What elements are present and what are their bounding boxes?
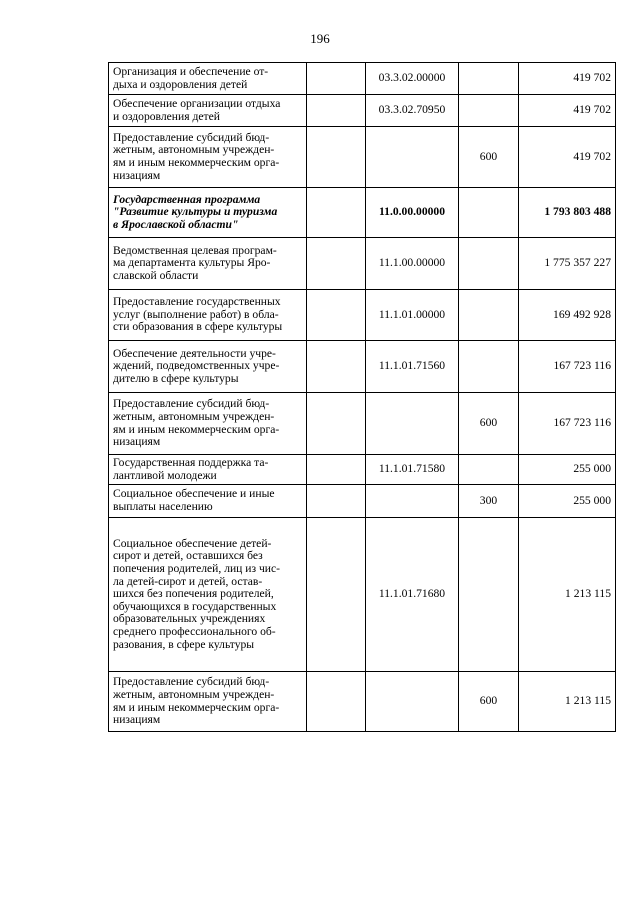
row-type-cell xyxy=(459,95,519,127)
row-code-cell: 11.0.00.00000 xyxy=(366,188,459,238)
row-empty-cell xyxy=(307,672,366,732)
row-name-cell: Обеспечение организации отдыха и оздоровления детей xyxy=(109,95,307,127)
table-row xyxy=(109,290,616,341)
row-sum-cell: 419 702 xyxy=(519,127,616,188)
table-row xyxy=(109,238,616,290)
row-code-cell: 03.3.02.70950 xyxy=(366,95,459,127)
row-type-cell xyxy=(459,455,519,485)
row-sum-cell: 1 793 803 488 xyxy=(519,188,616,238)
row-code-cell xyxy=(366,393,459,455)
row-name-cell: Социальное обеспечение и иные выплаты населению xyxy=(109,485,307,518)
row-type-cell xyxy=(459,341,519,393)
row-name-cell: Государственная поддержка та- лантливой молодежи xyxy=(109,455,307,485)
row-sum-cell: 1 213 115 xyxy=(519,672,616,732)
row-type-cell xyxy=(459,188,519,238)
row-name-cell: Социальное обеспечение детей- сирот и детей, оставшихся без попечения родителей, лиц из чис- ла детей-сирот и детей, остав- шихся без попечения родителей, обучающихся в государственных образовательных учреждениях среднего профессионального об- разования, в сфере культуры xyxy=(109,518,307,672)
row-code-cell xyxy=(366,485,459,518)
row-empty-cell xyxy=(307,393,366,455)
row-code-cell: 11.1.01.71680 xyxy=(366,518,459,672)
row-sum-cell: 1 213 115 xyxy=(519,518,616,672)
table-row xyxy=(109,393,616,455)
row-type-cell: 600 xyxy=(459,393,519,455)
row-empty-cell xyxy=(307,127,366,188)
table-row xyxy=(109,63,616,95)
row-type-cell xyxy=(459,290,519,341)
row-empty-cell xyxy=(307,485,366,518)
row-type-cell xyxy=(459,518,519,672)
row-type-cell: 600 xyxy=(459,127,519,188)
row-sum-cell: 419 702 xyxy=(519,63,616,95)
row-empty-cell xyxy=(307,95,366,127)
row-empty-cell xyxy=(307,455,366,485)
row-sum-cell: 167 723 116 xyxy=(519,341,616,393)
row-name-cell: Ведомственная целевая програм- ма департамента культуры Яро- славской области xyxy=(109,238,307,290)
row-name-cell: Предоставление субсидий бюд- жетным, автономным учрежден- ям и иным некоммерческим орга- низациям xyxy=(109,127,307,188)
page-number: 196 xyxy=(310,31,330,46)
row-sum-cell: 255 000 xyxy=(519,485,616,518)
row-empty-cell xyxy=(307,63,366,95)
row-sum-cell: 169 492 928 xyxy=(519,290,616,341)
row-type-cell xyxy=(459,238,519,290)
table-row xyxy=(109,127,616,188)
table-row xyxy=(109,672,616,732)
row-code-cell: 11.1.01.71580 xyxy=(366,455,459,485)
table-row xyxy=(109,188,616,238)
row-name-cell: Предоставление государственных услуг (выполнение работ) в обла- сти образования в сфере культуры xyxy=(109,290,307,341)
table-row xyxy=(109,341,616,393)
row-empty-cell xyxy=(307,290,366,341)
table-row xyxy=(109,455,616,485)
table-row xyxy=(109,518,616,672)
row-sum-cell: 255 000 xyxy=(519,455,616,485)
row-type-cell: 300 xyxy=(459,485,519,518)
row-empty-cell xyxy=(307,341,366,393)
row-name-cell: Государственная программа "Развитие культуры и туризма в Ярославской области" xyxy=(109,188,307,238)
row-sum-cell: 419 702 xyxy=(519,95,616,127)
row-empty-cell xyxy=(307,518,366,672)
row-code-cell xyxy=(366,672,459,732)
row-code-cell: 11.1.00.00000 xyxy=(366,238,459,290)
row-code-cell: 03.3.02.00000 xyxy=(366,63,459,95)
row-name-cell: Обеспечение деятельности учре- ждений, подведомственных учре- дителю в сфере культуры xyxy=(109,341,307,393)
row-sum-cell: 1 775 357 227 xyxy=(519,238,616,290)
row-code-cell xyxy=(366,127,459,188)
row-empty-cell xyxy=(307,188,366,238)
row-type-cell xyxy=(459,63,519,95)
row-type-cell: 600 xyxy=(459,672,519,732)
table-row xyxy=(109,95,616,127)
row-name-cell: Организация и обеспечение от- дыха и оздоровления детей xyxy=(109,63,307,95)
budget-table-body xyxy=(109,63,616,732)
row-empty-cell xyxy=(307,238,366,290)
row-name-cell: Предоставление субсидий бюд- жетным, автономным учрежден- ям и иным некоммерческим орга- низациям xyxy=(109,672,307,732)
table-row xyxy=(109,485,616,518)
row-name-cell: Предоставление субсидий бюд- жетным, автономным учрежден- ям и иным некоммерческим орга- низациям xyxy=(109,393,307,455)
row-sum-cell: 167 723 116 xyxy=(519,393,616,455)
row-code-cell: 11.1.01.71560 xyxy=(366,341,459,393)
budget-table xyxy=(108,62,616,732)
row-code-cell: 11.1.01.00000 xyxy=(366,290,459,341)
